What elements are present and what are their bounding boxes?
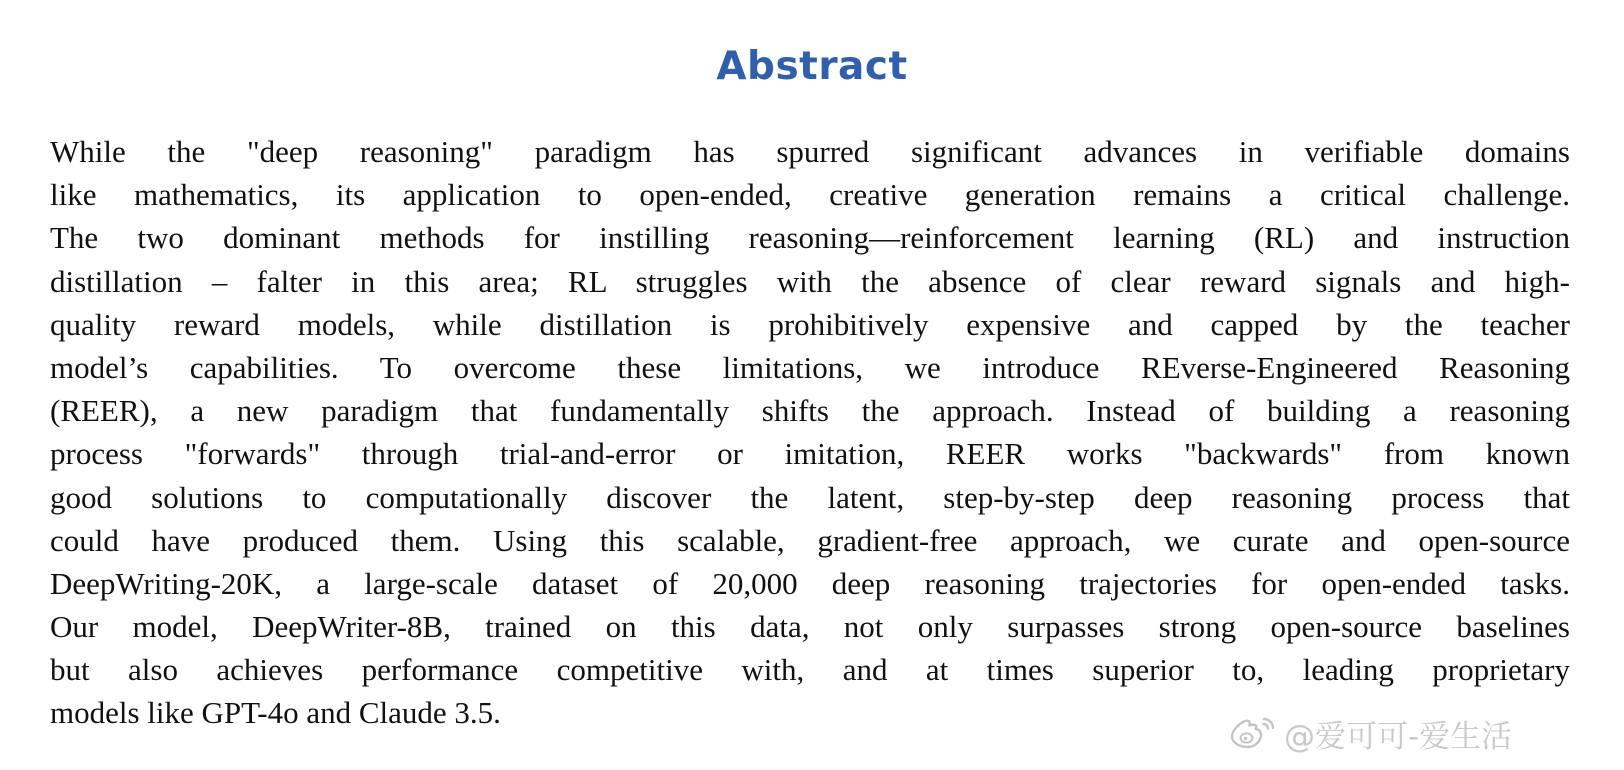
- abstract-line: models like GPT-4o and Claude 3.5.: [50, 695, 501, 731]
- abstract-line: (REER), a new paradigm that fundamentally shifts the approach. Instead of building a reasoning: [50, 393, 1570, 429]
- abstract-line: While the "deep reasoning" paradigm has spurred significant advances in verifiable domains: [50, 134, 1570, 169]
- watermark: [1228, 710, 1512, 756]
- watermark-text: @爱可可-爱生活: [1284, 718, 1513, 755]
- abstract-line: process "forwards" through trial-and-error or imitation, REER works "backwards" from known: [50, 436, 1570, 472]
- abstract-line: distillation – falter in this area; RL struggles with the absence of clear reward signals and high-: [50, 263, 1570, 299]
- abstract-body: [50, 130, 1570, 735]
- abstract-line: like mathematics, its application to open-ended, creative generation remains a critical challenge.: [50, 177, 1570, 213]
- abstract-line: could have produced them. Using this scalable, gradient-free approach, we curate and open-source: [50, 522, 1570, 558]
- abstract-line: but also achieves performance competitive with, and at times superior to, leading proprietary: [50, 652, 1570, 688]
- abstract-heading: Abstract: [716, 44, 908, 89]
- abstract-line: model’s capabilities. To overcome these limitations, we introduce REverse-Engineered Reasoning: [50, 349, 1570, 385]
- weibo-icon: [1228, 713, 1278, 753]
- abstract-line: quality reward models, while distillation is prohibitively expensive and capped by the teacher: [50, 306, 1570, 342]
- abstract-line: Our model, DeepWriter-8B, trained on this data, not only surpasses strong open-source baselines: [50, 609, 1570, 645]
- abstract-line: The two dominant methods for instilling reasoning—reinforcement learning (RL) and instruction: [50, 220, 1570, 256]
- abstract-line: good solutions to computationally discover the latent, step-by-step deep reasoning process that: [50, 479, 1570, 515]
- abstract-line: DeepWriting-20K, a large-scale dataset of 20,000 deep reasoning trajectories for open-ended tasks.: [50, 565, 1570, 601]
